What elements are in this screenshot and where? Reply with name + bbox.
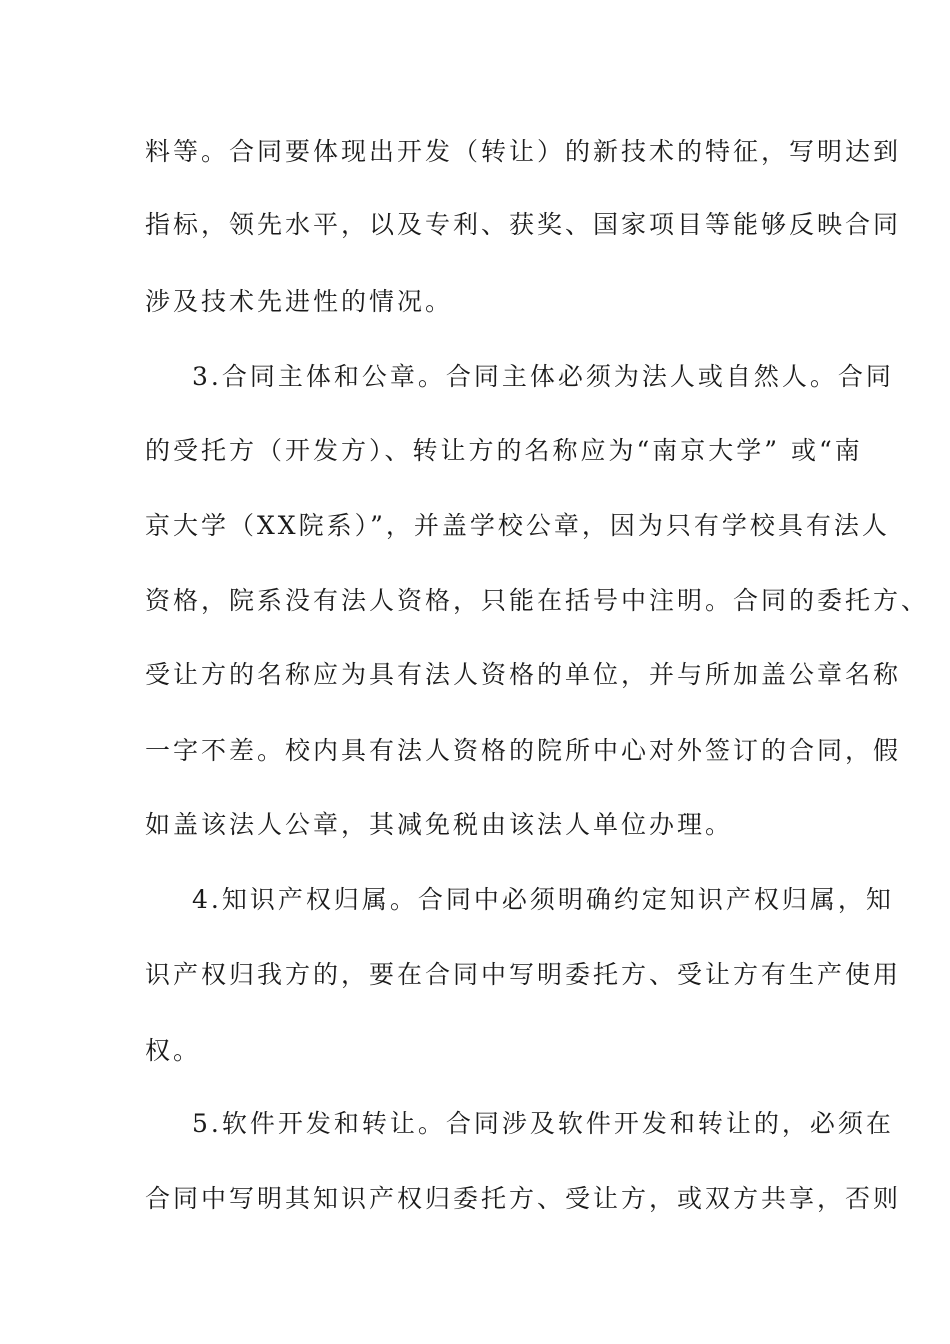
text-line: 的受托方（开发方）、转让方的名称应为“南京大学” 或“南 (145, 436, 863, 465)
paragraph-3-first-line: 3.合同主体和公章。合同主体必须为法人或自然人。合同 (192, 362, 894, 391)
text-line: 涉及技术先进性的情况。 (145, 287, 454, 316)
paragraph-5-first-line: 5.软件开发和转让。合同涉及软件开发和转让的，必须在 (192, 1109, 894, 1138)
text-line: 合同中写明其知识产权归委托方、受让方，或双方共享，否则 (145, 1184, 902, 1213)
paragraph-4-first-line: 4.知识产权归属。合同中必须明确约定知识产权归属，知 (192, 885, 894, 914)
text-line: 京大学（XX院系）”，并盖学校公章，因为只有学校具有法人 (145, 511, 890, 540)
text-line: 料等。合同要体现出开发（转让）的新技术的特征，写明达到 (145, 137, 902, 166)
text-line: 指标，领先水平，以及专利、获奖、国家项目等能够反映合同 (145, 210, 902, 239)
text-line: 如盖该法人公章，其减免税由该法人单位办理。 (145, 810, 734, 839)
text-line: 资格，院系没有法人资格，只能在括号中注明。合同的委托方、 (145, 586, 930, 615)
text-line: 受让方的名称应为具有法人资格的单位，并与所加盖公章名称 (145, 660, 902, 689)
text-line: 一字不差。校内具有法人资格的院所中心对外签订的合同，假 (145, 736, 902, 765)
text-line: 权。 (145, 1036, 202, 1065)
text-line: 识产权归我方的，要在合同中写明委托方、受让方有生产使用 (145, 960, 902, 989)
